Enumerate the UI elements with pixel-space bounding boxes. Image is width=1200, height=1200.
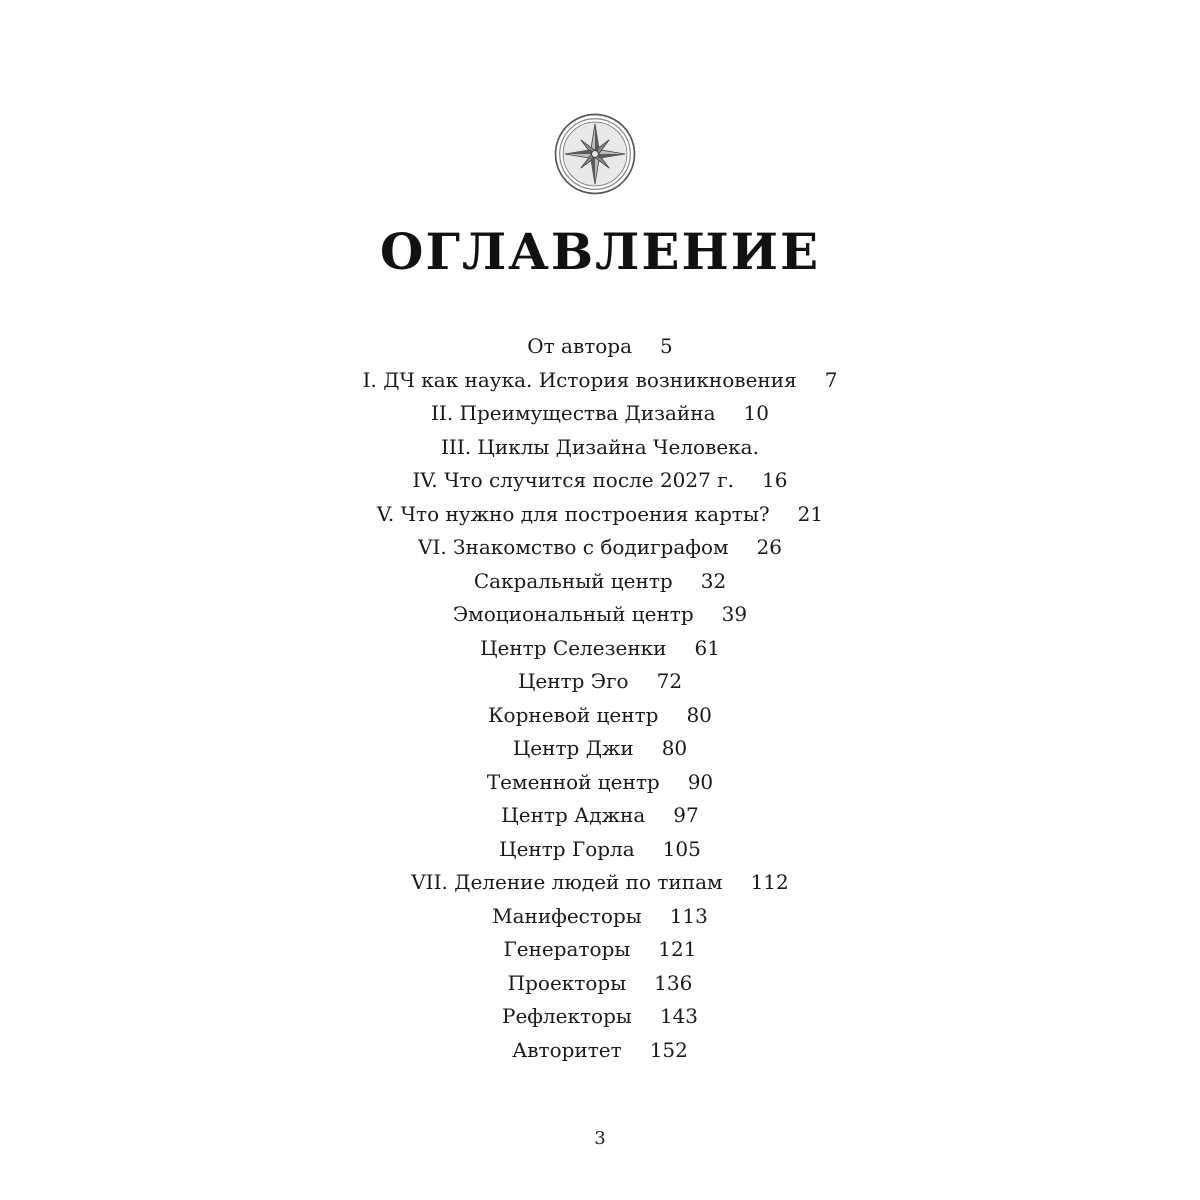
table-of-contents: [0, 330, 1200, 1067]
toc-entry[interactable]: [0, 799, 1200, 833]
toc-entry-page: 143: [659, 1004, 698, 1028]
toc-entry[interactable]: [0, 498, 1200, 532]
toc-entry-title: Центр Селезенки: [480, 635, 667, 660]
toc-entry-page: 97: [673, 803, 699, 827]
toc-entry-title: Генераторы: [503, 937, 631, 961]
toc-entry-title: Авторитет: [512, 1037, 622, 1062]
toc-entry-title: I. ДЧ как наука. История возникновения: [362, 367, 797, 392]
toc-entry[interactable]: [0, 431, 1200, 465]
toc-entry-title: Эмоциональный центр: [452, 602, 694, 626]
toc-entry[interactable]: [0, 531, 1200, 565]
toc-entry-title: VI. Знакомство с бодиграфом: [418, 535, 729, 559]
toc-entry[interactable]: [0, 665, 1200, 699]
toc-entry-page: 61: [694, 635, 720, 660]
toc-entry-title: IV. Что случится после 2027 г.: [412, 468, 735, 492]
toc-entry-page: 121: [658, 937, 697, 961]
toc-entry-title: V. Что нужно для построения карты?: [376, 501, 770, 526]
toc-entry[interactable]: [0, 464, 1200, 498]
toc-entry-title: Манифесторы: [492, 903, 642, 928]
toc-entry-title: Теменной центр: [486, 769, 660, 794]
toc-entry-title: Сакральный центр: [473, 568, 673, 593]
toc-entry-page: 152: [649, 1037, 688, 1062]
toc-entry-title: Центр Аджна: [501, 803, 646, 827]
toc-entry-title: III. Циклы Дизайна Человека.: [441, 434, 759, 459]
toc-entry-page: 39: [721, 602, 748, 626]
toc-entry[interactable]: [0, 632, 1200, 666]
toc-entry-title: Корневой центр: [488, 702, 659, 727]
toc-entry-title: Центр Горла: [499, 836, 635, 861]
toc-entry[interactable]: [0, 900, 1200, 934]
toc-entry[interactable]: [0, 1000, 1200, 1034]
toc-entry-title: Рефлекторы: [501, 1004, 632, 1028]
toc-entry-page: 10: [743, 401, 769, 425]
toc-entry-page: 32: [700, 568, 727, 593]
toc-entry[interactable]: [0, 1034, 1200, 1068]
toc-entry[interactable]: [0, 833, 1200, 867]
toc-entry[interactable]: [0, 364, 1200, 398]
toc-entry[interactable]: [0, 967, 1200, 1001]
toc-entry[interactable]: [0, 866, 1200, 900]
compass-rose-icon: [553, 112, 637, 196]
toc-entry-page: 80: [686, 702, 712, 727]
toc-entry[interactable]: [0, 330, 1200, 364]
toc-entry[interactable]: [0, 565, 1200, 599]
toc-entry[interactable]: [0, 766, 1200, 800]
toc-entry-page: 113: [669, 903, 708, 928]
toc-entry[interactable]: [0, 598, 1200, 632]
toc-entry-page: 72: [656, 669, 683, 693]
toc-entry[interactable]: [0, 933, 1200, 967]
toc-entry-page: 5: [660, 334, 673, 358]
toc-entry-page: 7: [824, 367, 838, 392]
toc-entry-title: Центр Эго: [517, 669, 629, 693]
toc-entry-title: Центр Джи: [512, 736, 634, 760]
toc-entry-title: VII. Деление людей по типам: [411, 870, 723, 894]
toc-entry-page: 105: [662, 836, 701, 861]
toc-entry[interactable]: [0, 397, 1200, 431]
page-title: ОГЛАВЛЕНИЕ: [379, 222, 821, 281]
toc-entry[interactable]: [0, 699, 1200, 733]
toc-entry-page: 26: [756, 535, 782, 559]
toc-entry-title: От автора: [527, 334, 633, 358]
toc-entry-title: II. Преимущества Дизайна: [431, 401, 716, 425]
toc-entry[interactable]: [0, 732, 1200, 766]
toc-entry-page: 21: [797, 501, 824, 526]
toc-entry-page: 16: [762, 468, 788, 492]
toc-entry-page: 80: [661, 736, 688, 760]
toc-entry-title: Проекторы: [507, 970, 627, 995]
toc-entry-page: 90: [687, 769, 714, 794]
toc-entry-page: 136: [654, 970, 693, 995]
page-number: 3: [594, 1128, 606, 1149]
toc-entry-page: 112: [750, 870, 789, 894]
